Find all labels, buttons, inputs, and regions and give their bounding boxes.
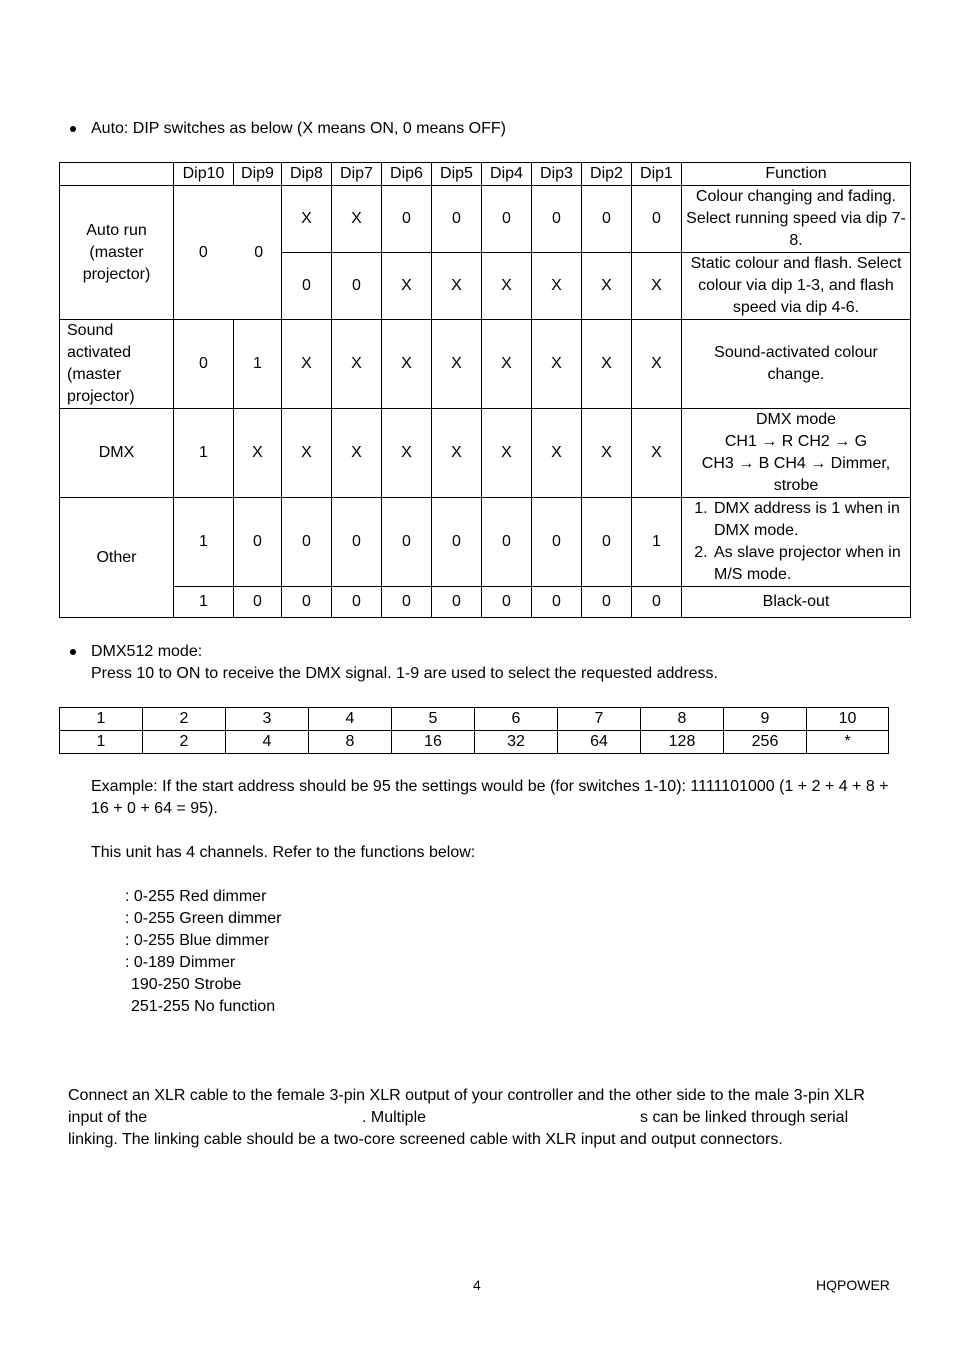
dip-cell: X [532, 320, 582, 409]
dip-cell: 1 [632, 498, 682, 587]
header-cell: Dip9 [234, 163, 282, 186]
dip-cell: X [432, 409, 482, 498]
dip-cell: 0 [582, 587, 632, 618]
dip-cell: X [632, 409, 682, 498]
dip-cell: 0 [332, 587, 382, 618]
function-line: DMX mode [755, 411, 837, 428]
connect-line-2b: . Multiple [362, 1109, 427, 1126]
dip-cell: 1 [174, 587, 234, 618]
table-row [60, 708, 889, 731]
connect-line-2a: input of the [68, 1109, 148, 1126]
header-cell: Dip8 [282, 163, 332, 186]
switch-number-cell: 10 [807, 708, 889, 731]
dip-cell: 0 [632, 587, 682, 618]
dip-cell: X [282, 186, 332, 253]
dip-cell: 0 [432, 498, 482, 587]
auto-heading: Auto: DIP switches as below (X means ON, 0 means OFF) [91, 120, 506, 137]
dip-cell: 0 [482, 587, 532, 618]
header-cell: Dip4 [482, 163, 532, 186]
address-value-cell: 4 [226, 731, 309, 754]
function-cell: Static colour and flash. Select colour via dip 1-3, and flash speed via dip 4-6. [682, 253, 911, 320]
dip-cell: X [432, 320, 482, 409]
switch-number-cell: 4 [309, 708, 392, 731]
table-row [60, 731, 889, 754]
function-cell [682, 498, 911, 587]
function-line: CH3 → B CH4 → Dimmer, strobe [701, 455, 891, 494]
dip-cell: 0 [532, 498, 582, 587]
table-row [60, 498, 911, 587]
function-cell: Colour changing and fading. Select running speed via dip 7-8. [682, 186, 911, 253]
address-value-cell: 16 [392, 731, 475, 754]
dip-cell: 1 [174, 498, 234, 587]
dip-cell: X [332, 320, 382, 409]
function-cell [682, 409, 911, 498]
address-value-cell: 8 [309, 731, 392, 754]
connect-line-1: Connect an XLR cable to the female 3-pin XLR output of your controller and the other side to the male 3-pin XLR [68, 1087, 865, 1104]
switch-number-cell: 7 [558, 708, 641, 731]
list-item: 2. As slave projector when in M/S mode. [712, 542, 906, 586]
channel-item: : 0-255 Red dimmer [125, 888, 267, 905]
switch-number-cell: 6 [475, 708, 558, 731]
dip-cell: X [632, 253, 682, 320]
dip-cell: 0 [382, 186, 432, 253]
channel-item: 190-250 Strobe [131, 976, 242, 993]
mode-label-dmx: DMX [60, 409, 174, 498]
function-cell: Sound-activated colour change. [682, 320, 911, 409]
function-line: CH1 → R CH2 → G [724, 433, 868, 450]
example-paragraph: Example: If the start address should be 95 the settings would be (for switches 1-10): 1111101000 (1 + 2 + 4 + 8 + 16 + 0 + 64 = 95). [91, 778, 889, 817]
channel-item: : 0-189 Dimmer [125, 954, 236, 971]
address-value-cell: 256 [724, 731, 807, 754]
dip-cell: X [382, 409, 432, 498]
dip-cell: 1 [234, 320, 282, 409]
address-value-cell: 1 [60, 731, 143, 754]
switch-number-cell: 5 [392, 708, 475, 731]
dip-cell: X [382, 320, 432, 409]
dip-cell: 0 [282, 498, 332, 587]
channel-item: : 0-255 Green dimmer [125, 910, 282, 927]
dip-cell: X [582, 409, 632, 498]
dip-cell: X [482, 253, 532, 320]
dip9-value: 0 [254, 243, 264, 261]
dip-cell: X [582, 253, 632, 320]
header-cell: Dip5 [432, 163, 482, 186]
switch-number-cell: 9 [724, 708, 807, 731]
bullet-icon [70, 649, 76, 655]
dip-cell: X [532, 253, 582, 320]
dip-cell: X [282, 409, 332, 498]
dip-cell: X [482, 409, 532, 498]
dip-cell: X [432, 253, 482, 320]
page-number: 4 [473, 1277, 481, 1293]
dip-cell: 0 [432, 587, 482, 618]
address-value-cell: 128 [641, 731, 724, 754]
mode-label-other: Other [60, 498, 174, 618]
switch-number-cell: 8 [641, 708, 724, 731]
dip-cell: X [632, 320, 682, 409]
table-row [60, 186, 911, 253]
switch-number-cell: 2 [143, 708, 226, 731]
dip-cell: 0 [234, 498, 282, 587]
header-cell: Dip10 [174, 163, 234, 186]
dip-cell: X [332, 409, 382, 498]
function-cell: Black-out [682, 587, 911, 618]
footer-brand: HQPOWER [816, 1277, 890, 1293]
address-value-cell: * [807, 731, 889, 754]
table-row [60, 587, 911, 618]
address-table [59, 707, 889, 754]
dip-cell: 0 [582, 186, 632, 253]
channels-intro: This unit has 4 channels. Refer to the functions below: [91, 844, 476, 861]
dip-cell: X [482, 320, 532, 409]
dip-cell: 0 [532, 186, 582, 253]
dip-cell: X [382, 253, 432, 320]
channel-item: : 0-255 Blue dimmer [125, 932, 270, 949]
dip-cell: 0 [532, 587, 582, 618]
header-cell: Dip6 [382, 163, 432, 186]
dip-cell: X [282, 320, 332, 409]
dip-cell: X [582, 320, 632, 409]
dip-switch-table [59, 162, 911, 618]
dip-cell: 1 [174, 409, 234, 498]
dip-cell: 0 [282, 587, 332, 618]
address-value-cell: 64 [558, 731, 641, 754]
dip-cell: 0 [174, 320, 234, 409]
dip-cell: 0 [282, 253, 332, 320]
table-row [60, 320, 911, 409]
header-cell: Function [682, 163, 911, 186]
header-cell: Dip1 [632, 163, 682, 186]
dip-cell: 0 [482, 498, 532, 587]
dip10-value: 0 [198, 243, 208, 261]
header-cell: Dip7 [332, 163, 382, 186]
dip10-dip9-values [174, 186, 282, 320]
switch-number-cell: 3 [226, 708, 309, 731]
bullet-icon [70, 126, 76, 132]
dip-cell: 0 [432, 186, 482, 253]
header-cell: Dip3 [532, 163, 582, 186]
dip-cell: 0 [382, 587, 432, 618]
connect-line-2c: s can be linked through serial [640, 1109, 849, 1126]
dip-cell: X [532, 409, 582, 498]
dip-cell: 0 [332, 498, 382, 587]
list-item: 1. DMX address is 1 when in DMX mode. [712, 498, 906, 542]
dip-cell: 0 [382, 498, 432, 587]
dmx512-heading: DMX512 mode: [91, 643, 203, 660]
table-header-row [60, 163, 911, 186]
dip-cell: 0 [632, 186, 682, 253]
channel-item: 251-255 No function [131, 998, 276, 1015]
switch-number-cell: 1 [60, 708, 143, 731]
dip-cell: 0 [234, 587, 282, 618]
table-row [60, 409, 911, 498]
dip-cell: X [332, 186, 382, 253]
dip-cell: 0 [332, 253, 382, 320]
notes-list [686, 498, 906, 586]
dip-cell: 0 [582, 498, 632, 587]
mode-label-auto-run: Auto run (master projector) [60, 186, 174, 320]
connect-line-3: linking. The linking cable should be a two-core screened cable with XLR input and output connectors. [68, 1131, 783, 1148]
mode-label-sound: Sound activated (master projector) [60, 320, 174, 409]
dip-cell: 0 [482, 186, 532, 253]
header-cell [60, 163, 174, 186]
address-value-cell: 32 [475, 731, 558, 754]
header-cell: Dip2 [582, 163, 632, 186]
dmx512-description: Press 10 to ON to receive the DMX signal. 1-9 are used to select the requested address. [91, 665, 718, 682]
address-value-cell: 2 [143, 731, 226, 754]
dip-cell: X [234, 409, 282, 498]
